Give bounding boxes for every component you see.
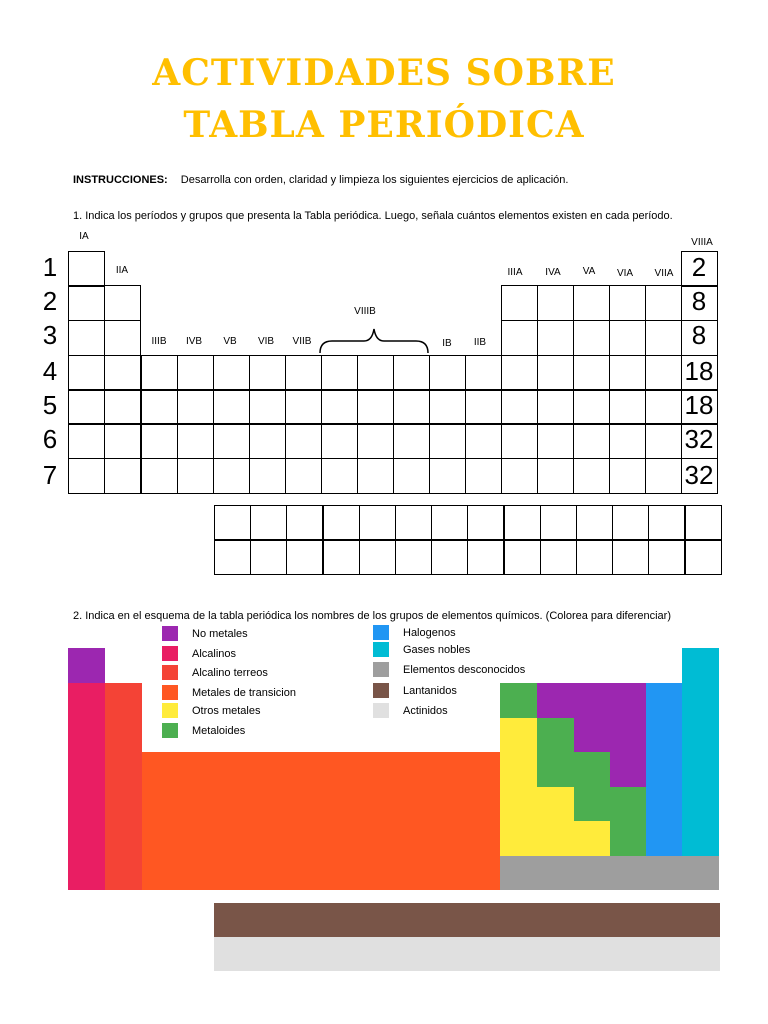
table-cell[interactable] (213, 355, 250, 391)
element-count-period-4[interactable]: 18 (684, 356, 714, 386)
table-cell[interactable] (68, 355, 105, 391)
group-label-VIIIB: VIIIB (354, 306, 376, 317)
table-cell[interactable] (249, 458, 286, 494)
f-block-cell[interactable] (431, 505, 468, 541)
table-cell[interactable] (501, 355, 538, 391)
group-label-VB: VB (223, 336, 237, 347)
group-label-VIIIA: VIIIA (691, 237, 713, 248)
group-label-IA: IA (79, 231, 89, 242)
element-count-period-7[interactable]: 32 (684, 460, 714, 490)
block-metaloides-1 (500, 683, 537, 718)
table-cell[interactable] (645, 355, 682, 391)
viiib-brace (318, 325, 430, 355)
legend-label: Alcalino terreos (192, 666, 268, 679)
block-lantanidos (214, 903, 720, 937)
f-block-cell[interactable] (323, 505, 360, 541)
legend-label: Alcalinos (192, 647, 237, 660)
table-cell[interactable] (321, 423, 358, 459)
table-cell[interactable] (177, 389, 214, 425)
table-cell[interactable] (104, 389, 141, 425)
legend-item-lantanidos (373, 683, 457, 698)
period-number-2: 2 (42, 286, 58, 316)
instructions-label: INSTRUCCIONES: (73, 174, 168, 186)
legend-swatch (373, 703, 389, 718)
table-cell[interactable] (104, 320, 141, 356)
table-cell[interactable] (501, 458, 538, 494)
table-cell[interactable] (573, 285, 610, 321)
group-label-VA: VA (582, 266, 596, 277)
block-metaloides-4 (610, 787, 646, 856)
table-cell[interactable] (104, 458, 141, 494)
f-block-cell[interactable] (250, 539, 287, 575)
table-cell[interactable] (429, 423, 466, 459)
table-cell[interactable] (321, 458, 358, 494)
f-block-cell[interactable] (250, 505, 287, 541)
table-cell[interactable] (609, 320, 646, 356)
table-cell[interactable] (285, 423, 322, 459)
table-cell[interactable] (429, 389, 466, 425)
table-cell[interactable] (104, 355, 141, 391)
legend-swatch (162, 685, 178, 700)
table-cell[interactable] (68, 320, 105, 356)
table-cell[interactable] (393, 389, 430, 425)
block-no-metales-1 (537, 683, 646, 718)
block-alcalino-terreos (105, 683, 142, 890)
group-label-IVB: IVB (185, 336, 203, 347)
table-cell[interactable] (104, 423, 141, 459)
f-block-cell[interactable] (395, 505, 432, 541)
block-halogenos (646, 683, 682, 856)
f-block-cell[interactable] (359, 505, 396, 541)
block-no-metales-h (68, 648, 105, 683)
group-label-VIB: VIB (257, 336, 275, 347)
legend-swatch (373, 642, 389, 657)
block-otros-metales-2 (537, 787, 574, 856)
table-cell[interactable] (393, 355, 430, 391)
table-cell[interactable] (249, 389, 286, 425)
table-cell[interactable] (573, 389, 610, 425)
table-cell[interactable] (104, 285, 141, 321)
table-cell[interactable] (141, 355, 178, 391)
legend-swatch (162, 665, 178, 680)
table-cell[interactable] (573, 423, 610, 459)
table-cell[interactable] (393, 423, 430, 459)
block-otros-metales-1 (500, 718, 537, 856)
legend-label: Otros metales (192, 704, 261, 717)
page-title-line2: TABLA PERIÓDICA (183, 104, 585, 146)
legend-item-metaloides (162, 723, 245, 738)
legend-item-alcalino-terreos (162, 665, 268, 680)
table-cell[interactable] (429, 355, 466, 391)
legend-swatch (373, 683, 389, 698)
group-label-IIB: IIB (473, 337, 487, 348)
legend-label: Metaloides (192, 724, 246, 737)
table-cell[interactable] (537, 320, 574, 356)
table-cell[interactable] (645, 320, 682, 356)
table-cell[interactable] (429, 458, 466, 494)
element-count-period-1[interactable]: 2 (691, 252, 707, 282)
f-block-cell[interactable] (286, 539, 323, 575)
block-actinidos (214, 937, 720, 971)
table-cell[interactable] (249, 423, 286, 459)
table-cell[interactable] (357, 389, 394, 425)
legend-swatch (162, 723, 178, 738)
table-cell[interactable] (465, 355, 502, 391)
table-cell[interactable] (285, 355, 322, 391)
legend-label: Elementos desconocidos (403, 663, 526, 676)
table-cell[interactable] (393, 458, 430, 494)
f-block-cell[interactable] (540, 539, 577, 575)
table-cell[interactable] (501, 320, 538, 356)
table-cell[interactable] (141, 458, 178, 494)
f-block-cell[interactable] (576, 539, 613, 575)
group-label-IIIA: IIIA (507, 267, 523, 278)
table-cell[interactable] (609, 423, 646, 459)
legend-item-no-metales (162, 626, 248, 641)
f-block-cell[interactable] (323, 539, 360, 575)
table-cell[interactable] (213, 389, 250, 425)
f-block-cell[interactable] (286, 505, 323, 541)
instructions-text: Desarrolla con orden, claridad y limpieza los siguientes ejercicios de aplicación. (180, 174, 569, 186)
group-label-IIIB: IIIB (151, 336, 167, 347)
table-cell[interactable] (285, 389, 322, 425)
table-cell[interactable] (537, 389, 574, 425)
table-cell[interactable] (68, 285, 105, 321)
f-block-cell[interactable] (504, 505, 541, 541)
table-cell[interactable] (68, 458, 105, 494)
instructions (73, 174, 568, 186)
period-number-1: 1 (42, 252, 58, 282)
table-cell[interactable] (609, 458, 646, 494)
table-cell[interactable] (501, 389, 538, 425)
legend-label: No metales (192, 627, 248, 640)
block-metaloides-3 (574, 752, 610, 821)
legend-swatch (162, 626, 178, 641)
f-block-cell[interactable] (648, 505, 685, 541)
table-cell[interactable] (321, 389, 358, 425)
table-cell[interactable] (249, 355, 286, 391)
group-label-VIA: VIA (616, 268, 634, 279)
legend-item-alcalinos (162, 646, 236, 661)
table-cell[interactable] (285, 458, 322, 494)
table-cell[interactable] (68, 389, 105, 425)
table-cell[interactable] (465, 423, 502, 459)
table-cell[interactable] (177, 355, 214, 391)
period-number-6: 6 (42, 424, 58, 454)
group-label-IIA: IIA (115, 265, 129, 276)
block-metaloides-2 (537, 718, 574, 787)
table-cell[interactable] (537, 458, 574, 494)
table-cell[interactable] (177, 423, 214, 459)
element-count-period-5[interactable]: 18 (684, 390, 714, 420)
f-block-cell[interactable] (359, 539, 396, 575)
group-label-IVA: IVA (545, 267, 561, 278)
element-count-period-6[interactable]: 32 (684, 424, 714, 454)
f-block-cell[interactable] (467, 505, 504, 541)
f-block-cell[interactable] (395, 539, 432, 575)
table-cell[interactable] (357, 458, 394, 494)
legend-swatch (162, 646, 178, 661)
table-cell[interactable] (609, 389, 646, 425)
block-metales-transicion (142, 752, 500, 890)
group-label-VIIA: VIIA (654, 268, 674, 279)
table-cell[interactable] (537, 355, 574, 391)
legend-item-metales-transicion (162, 685, 296, 700)
table-cell[interactable] (177, 458, 214, 494)
legend-swatch (373, 662, 389, 677)
table-cell[interactable] (501, 423, 538, 459)
period-number-7: 7 (42, 460, 58, 490)
f-block-cell[interactable] (214, 539, 251, 575)
f-block-cell[interactable] (685, 539, 722, 575)
legend-item-actinidos (373, 703, 448, 718)
block-otros-metales-3 (574, 821, 610, 856)
table-cell[interactable] (141, 389, 178, 425)
legend-label: Metales de transicion (192, 686, 296, 699)
table-cell[interactable] (609, 285, 646, 321)
legend-swatch (373, 625, 389, 640)
table-cell[interactable] (645, 389, 682, 425)
table-cell[interactable] (213, 423, 250, 459)
legend-item-otros-metales (162, 703, 260, 718)
f-block-cell[interactable] (685, 505, 722, 541)
f-block-cell[interactable] (431, 539, 468, 575)
table-cell[interactable] (357, 423, 394, 459)
f-block-cell[interactable] (467, 539, 504, 575)
legend-label: Halogenos (403, 626, 456, 639)
table-cell[interactable] (141, 423, 178, 459)
table-cell[interactable] (537, 423, 574, 459)
period-number-5: 5 (42, 390, 58, 420)
element-count-period-3[interactable]: 8 (691, 320, 707, 350)
group-label-VIIB: VIIB (292, 336, 312, 347)
legend-label: Gases nobles (403, 643, 471, 656)
table-cell[interactable] (537, 285, 574, 321)
table-cell[interactable] (321, 355, 358, 391)
f-block-cell[interactable] (612, 539, 649, 575)
table-cell[interactable] (645, 458, 682, 494)
legend-item-desconocidos (373, 662, 525, 677)
period-number-4: 4 (42, 356, 58, 386)
table-cell[interactable] (573, 458, 610, 494)
table-cell[interactable] (573, 355, 610, 391)
table-cell[interactable] (465, 389, 502, 425)
f-block-cell[interactable] (540, 505, 577, 541)
f-block-cell[interactable] (648, 539, 685, 575)
legend-label: Actinidos (403, 704, 448, 717)
legend-item-gases-nobles (373, 642, 470, 657)
block-no-metales-3 (610, 752, 646, 787)
period-number-3: 3 (42, 320, 58, 350)
question-1: 1. Indica los períodos y grupos que presenta la Tabla periódica. Luego, señala cuántos elementos existen en cada período. (73, 210, 673, 222)
f-block-cell[interactable] (504, 539, 541, 575)
table-cell[interactable] (645, 285, 682, 321)
table-cell[interactable] (501, 285, 538, 321)
legend-label: Lantanidos (403, 684, 457, 697)
block-alcalinos (68, 683, 105, 890)
f-block-cell[interactable] (612, 505, 649, 541)
table-cell[interactable] (68, 251, 105, 287)
legend-item-halogenos (373, 625, 456, 640)
f-block-cell[interactable] (214, 505, 251, 541)
table-cell[interactable] (213, 458, 250, 494)
block-no-metales-2 (574, 718, 646, 752)
table-cell[interactable] (573, 320, 610, 356)
block-gases-nobles (682, 648, 719, 856)
block-desconocidos (500, 856, 719, 890)
table-cell[interactable] (357, 355, 394, 391)
table-cell[interactable] (465, 458, 502, 494)
element-count-period-2[interactable]: 8 (691, 286, 707, 316)
f-block-cell[interactable] (576, 505, 613, 541)
table-cell[interactable] (645, 423, 682, 459)
question-2: 2. Indica en el esquema de la tabla periódica los nombres de los grupos de elementos químicos. (Colorea para diferenciar) (73, 610, 672, 622)
legend-swatch (162, 703, 178, 718)
page-title-line1: ACTIVIDADES SOBRE (152, 52, 616, 94)
table-cell[interactable] (609, 355, 646, 391)
group-label-IB: IB (442, 338, 452, 349)
table-cell[interactable] (68, 423, 105, 459)
